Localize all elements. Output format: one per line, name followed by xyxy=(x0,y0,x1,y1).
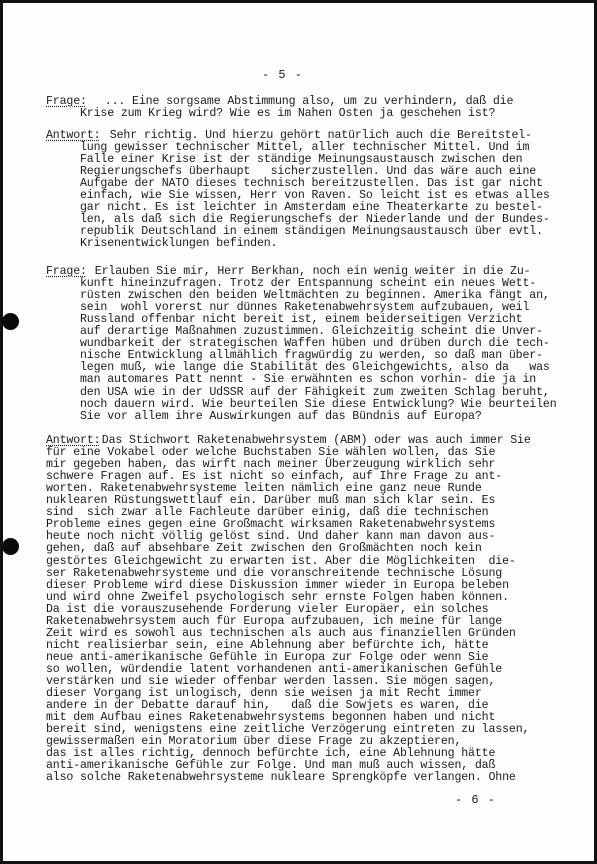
text-line: Russland offenbar nicht bereit ist, einem beiderseitigen Verzicht xyxy=(80,313,523,327)
text-line: worten. Raketenabwehrsysteme leiten nämlich eine ganz neue Runde xyxy=(46,482,482,496)
text-line: sind sich zwar alle Fachleute darüber einig, daß die technischen xyxy=(46,506,489,520)
text-line: Das Stichwort Raketenabwehrsystem (ABM) oder was auch immer Sie xyxy=(95,434,531,447)
text-line: nicht realisierbar sein, eine Ablehnung aber befürchte ich, hätte xyxy=(46,638,489,652)
text-line: nische Entwicklung allmählich fragwürdig zu werden, so daß man über- xyxy=(80,349,543,363)
text-line: bereit sind, wenigstens eine zeitliche Verzögerung eintreten zu lassen, xyxy=(46,723,530,737)
text-line: Krise zum Krieg wird? Wie es im Nahen Osten ja geschehen ist? xyxy=(80,107,496,121)
text-line: dieser Vorgang ist unlogisch, denn sie weisen ja mit Recht immer xyxy=(46,687,482,701)
text-line: für eine Vokabel oder welche Buchstaben Sie wählen wollen, das Sie xyxy=(46,446,496,460)
text-line: ser Raketenabwehrsysteme und die voranschreitende technische Lösung xyxy=(46,566,503,580)
text-line: mit dem Aufbau eines Raketenabwehrsystems begonnen haben und nicht xyxy=(46,711,496,725)
page-number-footer: - 6 - xyxy=(455,793,497,807)
text-line: Sehr richtig. Und hierzu gehört natürlich auch die Bereitstel- xyxy=(103,129,532,142)
text-line: len, als daß sich die Regierungschefs der Niederlande und der Bundes- xyxy=(80,213,550,227)
text-line: mir gegeben haben, das wirft nach meiner Überzeugung wirklich sehr xyxy=(46,458,496,472)
punch-hole-lower xyxy=(2,538,19,555)
text-line: ... Eine sorgsame Abstimmung also, um zu verhindern, daß die xyxy=(98,95,514,108)
text-line: also solche Raketenabwehrsysteme nukleare Sprengköpfe verlangen. Ohne xyxy=(46,771,516,785)
text-line: Regierungschefs überhaupt sicherzustellen. Und das wäre auch eine xyxy=(80,165,537,179)
text-line: gestörtes Gleichgewicht zu erwarten ist. Aber die Möglichkeiten die- xyxy=(46,554,516,568)
text-line: Raketenabwehrsystem auch für Europa aufzubauen, ich meine für lange xyxy=(46,614,503,628)
text-line: sein wohl vorerst nur dünnes Raketenabwehrsystem aufzubauen, weil xyxy=(80,301,530,315)
text-line: das ist alles richtig, dennoch befürchte ich, eine Ablehnung hätte xyxy=(46,747,496,761)
text-line: neue anti-amerikanische Gefühle in Europa zur Folge oder wenn Sie xyxy=(46,650,489,664)
text-line: rüsten zwischen den beiden Weltmächten zu beginnen. Amerika fängt an, xyxy=(80,289,550,303)
text-line: man automares Patt nennt - Sie erwähnten es schon vorhin- die ja in xyxy=(80,373,537,387)
text-line: Da ist die vorauszusehende Forderung vieler Europäer, ein solches xyxy=(46,602,489,616)
text-line: Probleme eines gegen eine Großmacht wirksamen Raketenabwehrsystems xyxy=(46,518,496,532)
text-line: nuklearen Rüstungswettlauf ein. Darüber muß man sich klar sein. Es xyxy=(46,494,496,508)
text-line: gar nicht. Es ist leichter in Amsterdam eine Theaterkarte zu bestel- xyxy=(80,201,543,215)
text-line: dieser Probleme wird diese Diskussion immer wieder in Europa beleben xyxy=(46,578,509,592)
text-line: lung gewisser technischer Mittel, aller technischer Mittel. Und im xyxy=(80,141,530,155)
text-line: republik Deutschland in einem ständigen Meinungsaustausch über evtl. xyxy=(80,225,543,239)
text-line: heute noch nicht völlig gelöst sind. Und daher kann man davon aus- xyxy=(46,530,496,544)
text-line: anti-amerikanische Gefühle zur Folge. Und man muß auch wissen, daß xyxy=(46,759,496,773)
text-line: und wird ohne Zweifel psychologisch sehr ernste Folgen haben können. xyxy=(46,590,509,604)
speaker-label: Frage: xyxy=(46,95,87,108)
speaker-label: Frage: xyxy=(46,265,87,278)
text-line: den USA wie in der UdSSR auf der Fähigkeit zum zweiten Schlag beruht, xyxy=(80,385,550,399)
text-line: Erlauben Sie mir, Herr Berkhan, noch ein wenig weiter in die Zu- xyxy=(88,265,531,278)
text-line: Krisenentwicklungen befinden. xyxy=(80,237,278,251)
text-line: Zeit wird es sowohl aus technischen als auch aus finanziellen Gründen xyxy=(46,626,516,640)
speaker-label: Antwort: xyxy=(46,129,101,142)
text-line: andere in der Debatte darauf hin, daß die Sowjets es waren, die xyxy=(46,699,489,713)
text-line: Falle einer Krise ist der ständige Meinungsaustausch zwischen den xyxy=(80,153,523,167)
text-line: wundbarkeit der strategischen Waffen hüben und drüben durch die tech- xyxy=(80,337,550,351)
speaker-label: Antwort: xyxy=(46,434,101,447)
text-line: einfach, wie Sie wissen, Herr von Raven. So leicht ist es etwas alles xyxy=(80,189,550,203)
text-line: noch dauern wird. Wie beurteilen Sie diese Entwicklung? Wie beurteilen xyxy=(80,397,557,411)
text-line: schwere Fragen auf. Es ist nicht so einfach, auf Ihre Frage zu ant- xyxy=(46,470,503,484)
text-line: Sie vor allem ihre Auswirkungen auf das Bündnis auf Europa? xyxy=(80,409,482,423)
text-line: gewissermaßen ein Moratorium über diese Frage zu akzeptieren, xyxy=(46,735,462,749)
text-line: so wollen, würdendie latent vorhandenen anti-amerikanischen Gefühle xyxy=(46,662,503,676)
text-line: auf derartige Maßnahmen zuzustimmen. Gleichzeitig scheint die Unver- xyxy=(80,325,543,339)
page-number-header: - 5 - xyxy=(262,68,304,82)
punch-hole-upper xyxy=(2,313,19,330)
text-line: gehen, daß auf absehbare Zeit zwischen den Großmächten noch kein xyxy=(46,542,482,556)
text-line: Aufgabe der NATO dieses technisch bereitzustellen. Das ist gar nicht xyxy=(80,177,543,191)
text-line: kunft hineinzufragen. Trotz der Entspannung scheint ein neues Wett- xyxy=(80,277,537,291)
text-line: verstärken und sie wieder offenbar werden lassen. Sie mögen sagen, xyxy=(46,675,496,688)
text-line: legen muß, wie lange die Stabilität des Gleichgewichts, also da was xyxy=(80,361,550,375)
